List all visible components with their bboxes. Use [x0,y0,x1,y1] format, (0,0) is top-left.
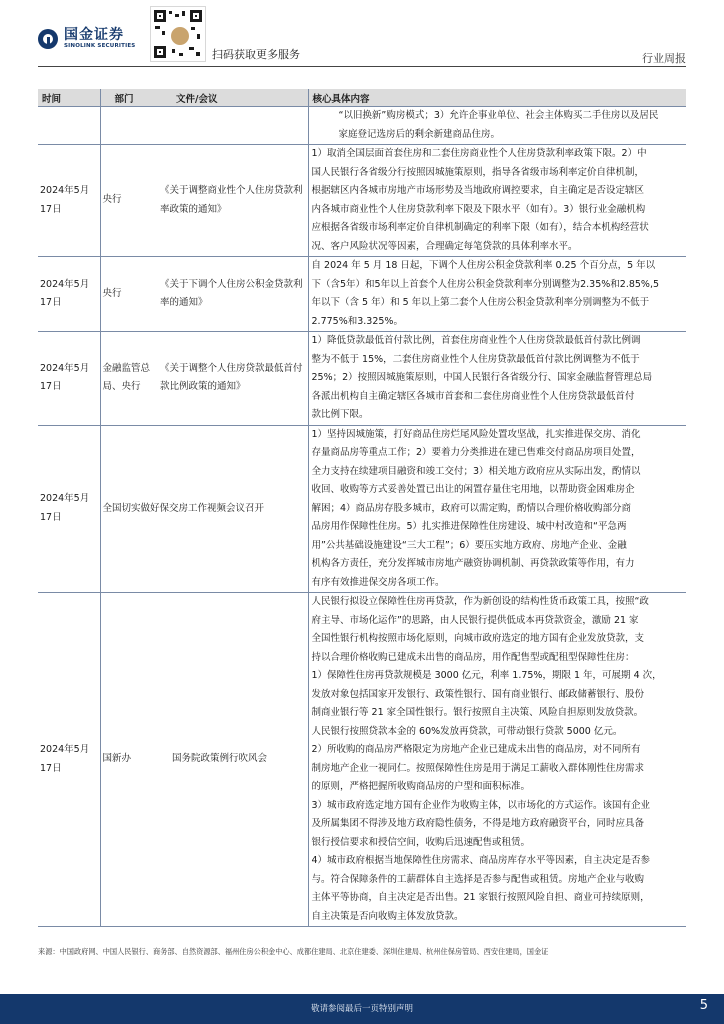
table-header-row [38,89,686,107]
row-dept: 国新办 [100,593,158,927]
qr-code-icon[interactable] [150,6,206,62]
col-header-time: 时间 [38,89,100,107]
content-line: 下（含5年）和5年以上首套个人住房公积金贷款利率分别调整为2.35%和2.85%,5 [311,278,660,290]
content-line: 家庭登记选房后的剩余新建商品住房。 [338,128,501,140]
report-type-label: 行业周报 [642,52,686,65]
row-time: 2024年5月17日 [38,332,100,426]
col-header-dept: 部门 [100,89,158,107]
content-line: 自主决策是否向收购主体发放贷款。 [311,910,464,922]
content-line: 与。符合保障条件的工薪群体自主选择是否参与配售或租赁。房地产企业与收购 [311,873,645,885]
content-line: 主体平等协商，自主决定是否出售。21 家银行按照风险自担、商业可持续原则， [311,892,650,903]
col-header-doc: 文件/会议 [158,89,308,107]
row-doc: 《关于调整个人住房贷款最低首付款比例政策的通知》 [158,332,308,426]
content-line: 25%；2）按照因城施策原则，中国人民银行各省级分行、国家金融监督管理总局 [311,372,653,383]
content-line: 国人民银行各省级分行按照因城施策原则，指导各省级市场利率定价自律机制， [311,166,645,178]
table-row [38,593,686,927]
table-row [38,145,686,257]
content-line: 1）保障性住房再贷款规模是 3000 亿元，利率 1.75%，期限 1 年，可展期 4 次， [311,670,662,681]
col-header-content: 核心具体内容 [308,89,686,107]
table-row [38,107,686,145]
content-line: 持以合理价格收购已建成未出售的商品房，用作配售型或配租型保障性住房： [311,651,635,663]
row-time: 2024年5月17日 [38,145,100,257]
row-content [308,107,686,145]
content-line: 整为不低于 15%，二套住房商业性个人住房贷款最低首付款比例调整为不低于 [311,353,640,365]
content-line: 有序有效推进保交房各项工作。 [311,576,445,588]
row-doc: 《关于调整商业性个人住房贷款利率政策的通知》 [158,145,308,257]
page-number: 5 [699,998,708,1013]
row-time: 2024年5月17日 [38,593,100,927]
content-line: 根据辖区内各城市房地产市场形势及当地政府调控要求，自主确定是否设定辖区 [311,185,645,196]
row-content [308,332,686,426]
header-divider [38,66,686,67]
row-content [308,145,686,257]
row-doc: 国务院政策例行吹风会 [158,593,308,927]
row-content [308,593,686,927]
table-row [38,332,686,426]
row-dept: 央行 [100,145,158,257]
content-line: 及所属集团不得涉及地方政府隐性债务，不得是地方政府融资平台，同时应具备 [311,818,645,829]
content-line: 解困；4）商品房存股多城市，政府可以需定购，酌情以合理价格收购部分商 [311,502,632,514]
content-line: 府主导、市场化运作”的思路，由人民银行提供低成本再贷款资金，激励 21 家 [311,614,639,626]
content-line: 全国性银行机构按照市场化原则，向城市政府选定的地方国有企业发放贷款，支 [311,633,645,644]
row-dept: 央行 [100,257,158,332]
logo-name-cn: 国金证券 [64,27,124,43]
content-line: 2）所收购的商品房严格限定为房地产企业已建成未出售的商品房，对不同所有 [311,744,641,755]
row-time: 2024年5月17日 [38,257,100,332]
row-dept: 金融监管总局、央行 [100,332,158,426]
avatar [169,25,191,47]
content-line: 制商业银行等 21 家全国性银行。银行按照自主决策、风险自担原则发放贷款。 [311,707,644,718]
table-row [38,425,686,593]
content-line: 1）坚持因城施策，打好商品住房烂尾风险处置攻坚战，扎实推进保交房、消化 [311,428,641,440]
row-doc: 《关于下调个人住房公积金贷款利率的通知》 [158,257,308,332]
content-line: 银行授信要求和授信空间，收购后迅速配售或租赁。 [311,836,531,848]
row-content [308,425,686,593]
source-note: 来源：中国政府网、中国人民银行、商务部、自然资源部、福州住房公积金中心、成都住建局、北京住建委、深圳住建局、杭州住保房管局、西安住建局，国金证 [38,947,549,956]
content-line: 用”公共基础设施建设“三大工程”；6）要压实地方政府、房地产企业、金融 [311,539,627,551]
footer-disclaimer[interactable]: 敬请参阅最后一页特别声明 [310,1004,413,1014]
logo-name-en: SINOLINK SECURITIES [64,43,136,49]
content-line: 年以下（含 5 年）和 5 年以上第二套个人住房公积金贷款利率分别调整为不低于 [311,297,650,308]
content-line: 内各城市商业性个人住房贷款利率下限及下限水平（如有）。3）银行业金融机构 [311,203,646,215]
company-logo [38,28,135,50]
page-header [0,0,724,66]
content-line: 款比例下限。 [311,409,369,420]
content-line: 发放对象包括国家开发银行、政策性银行、国有商业银行、邮政储蓄银行、股份 [311,688,645,700]
content-line: 应根据各省级市场利率定价自律机制确定的利率下限（如有），结合本机构经营状 [311,222,649,233]
content-line: 机构各方责任，充分发挥城市房地产融资协调机制、再贷款政策等作用，有力 [311,558,635,569]
qr-caption: 扫码获取更多服务 [212,48,300,61]
content-line: 1）取消全国层面首套住房和二套住房商业性个人住房贷款利率政策下限。2）中 [311,148,647,159]
content-line: 全力支持在续建项目融资和竣工交付；3）相关地方政府应从实际出发，酌情以 [311,465,641,477]
content-line: “以旧换新”购房模式；3）允许企事业单位、社会主体购买二手住房以及居民 [338,110,659,121]
content-line: 收回、收购等方式妥善处置已出让的闲置存量住宅用地，以帮助资金困难房企 [311,484,635,495]
content-line: 制房地产企业一视同仁。按照保障性住房是用于满足工薪收入群体刚性住房需求 [311,762,645,774]
content-line: 自 2024 年 5 月 18 日起，下调个人住房公积金贷款利率 0.25 个百分点，5 年以 [311,260,656,271]
content-line: 4）城市政府根据当地保障性住房需求、商品房库存水平等因素，自主决定是否参 [311,855,651,866]
policy-table [38,89,686,927]
content-line: 3）城市政府选定地方国有企业作为收购主体，以市场化的方式运作。该国有企业 [311,799,651,811]
logo-mark-icon [38,29,58,49]
content-line: 2.775%和3.325%。 [311,315,403,327]
content-line: 1）降低贷款最低首付款比例，首套住房商业性个人住房贷款最低首付款比例调 [311,335,641,346]
content-line: 各派出机构自主确定辖区各城市首套和二套住房商业性个人住房贷款最低首付 [311,390,635,402]
content-line: 人民银行按照贷款本金的 60%发放再贷款，可带动银行贷款 5000 亿元。 [311,725,623,737]
table-row [38,257,686,332]
content-line: 品房用作保障性住房。5）扎实推进保障性住房建设、城中村改造和“平急两 [311,521,627,532]
content-line: 存量商品房等重点工作；2）要着力分类推进在建已售难交付商品房项目处置， [311,447,641,458]
row-time: 2024年5月17日 [38,425,100,593]
content-line: 人民银行拟设立保障性住房再贷款，作为新创设的结构性货币政策工具，按照“政 [311,596,649,607]
content-line: 的原则，严格把握所收购商品房的户型和面积标准。 [311,781,531,792]
row-content [308,257,686,332]
content-line: 况、客户风险状况等因素，合理确定每笔贷款的具体利率水平。 [311,240,578,252]
row-dept: 全国切实做好保交房工作视频会议召开 [100,425,308,593]
